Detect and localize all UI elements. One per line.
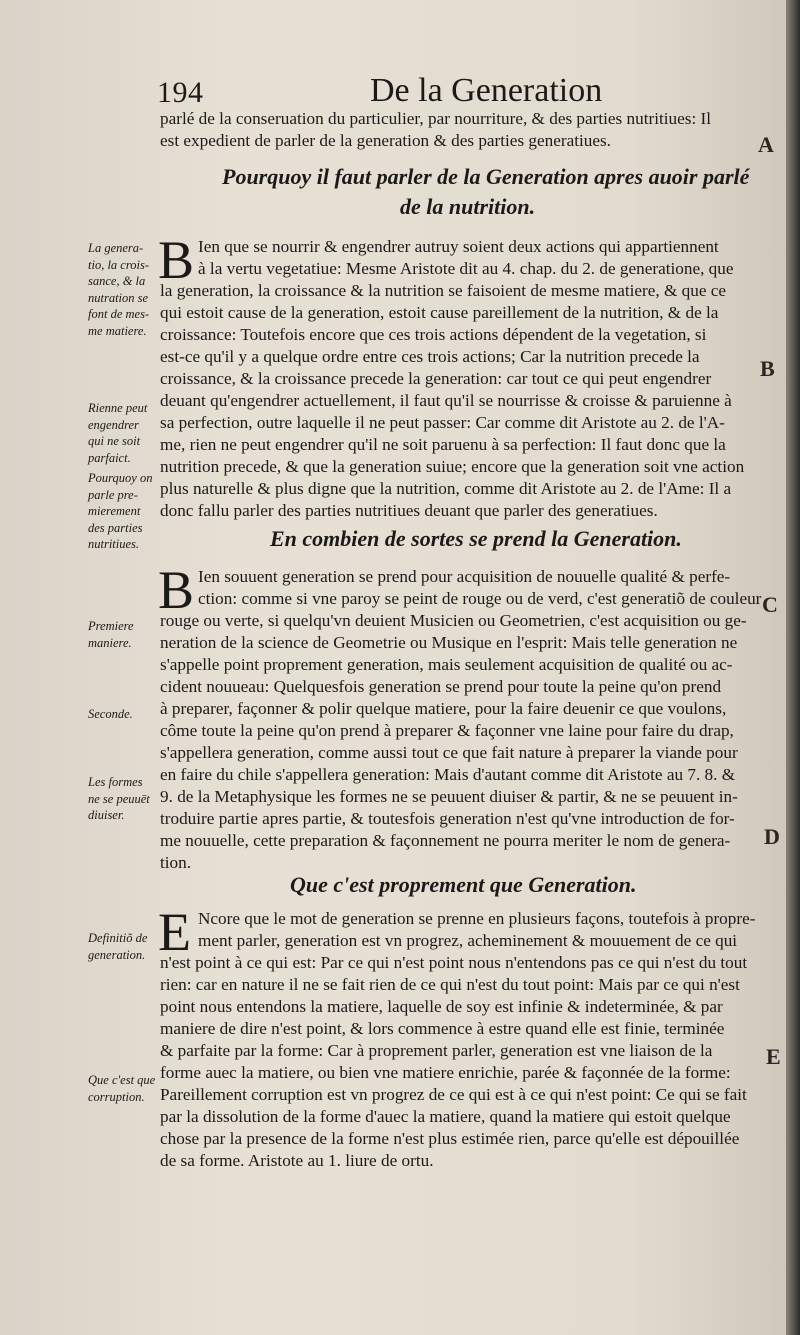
margin-note: Rienne peut engendrer qui ne soit parfaict. bbox=[88, 401, 148, 465]
text-line: est expedient de parler de la generation & des parties generatiues. bbox=[160, 131, 611, 150]
margin-note: Pourquoy on parle pre- mierement des parties nutritiues. bbox=[88, 471, 153, 551]
paragraph-first-lines bbox=[198, 236, 734, 280]
margin-note: Que c'est que corruption. bbox=[88, 1073, 156, 1104]
drop-cap: B bbox=[158, 230, 195, 290]
section-heading: En combien de sortes se prend la Generation. bbox=[270, 526, 682, 551]
margin-note: Seconde. bbox=[88, 707, 133, 721]
margin-note: Premiere maniere. bbox=[88, 619, 134, 650]
signature-letter: C bbox=[762, 592, 778, 617]
text-line: Ien que se nourrir & engendrer autruy soient deux actions qui appartiennent bbox=[198, 237, 719, 256]
text-line: ction: comme si vne paroy se peint de rouge ou de verd, c'est generatiõ de couleur bbox=[198, 589, 762, 608]
drop-cap: B bbox=[158, 560, 195, 620]
paragraph: rouge ou verte, si quelqu'vn deuient Musicien ou Geometrien, c'est acquisition ou ge- neration de la science de Geometrie ou Musique en l'esprit: Mais telle generation ne s'appelle point proprement generation, mais seulement acquisition de qualité ou ac- cident nouueau: Quelquesfois generation se prend pour toute la peine qu'on prend à preparer, façonner & polir quelque matiere, pour la faire deuenir ce que voulons, côme toute la peine qu'on prend à preparer & façonner vne laine pour faire du drap, s'appellera generation, comme aussi tout ce que fait nature à preparer la viande pour en faire du chile s'appellera generation: Mais d'autant comme dit Aristote au 7. 8. & 9. de la Metaphysique les formes ne se peuuent diuiser & partir, & ne se peuuent in- troduire partie apres partie, & toutesfois generation n'est qu'vne introduction de for- me nouuelle, cette preparation & façonnement ne pourra meriter le nom de genera- tion. bbox=[160, 611, 747, 872]
drop-cap: E bbox=[158, 902, 191, 962]
paragraph: n'est point à ce qui est: Par ce qui n'est point nous n'entendons pas ce qui n'est du tout rien: car en nature il ne se fait rien de ce qui n'est du tout point: Mais par ce qui n'est point nous entendons la matiere, laquelle de soy est infinie & indeterminée, & par maniere de dire n'est point, & lors commence à estre quand elle est finie, terminée & parfaite par la forme: Car à proprement parler, generation est vne liaison de la forme auec la matiere, ou bien vne matiere enrichie, parée & façonnée de la forme: Pareillement corruption est vn progrez de ce qui est à ce qui n'est point: Ce qui se fait par la dissolution de la forme d'auec la matiere, quand la matiere qui estoit quelque chose par la presence de la forme n'est plus estimée rien, parce qu'elle est dépouillée de sa forme. Aristote au 1. liure de ortu. bbox=[160, 953, 748, 1170]
paragraph-first-lines bbox=[198, 566, 761, 610]
signature-letter: B bbox=[760, 356, 775, 381]
signature-letter: A bbox=[758, 132, 774, 157]
section-heading: Que c'est proprement que Generation. bbox=[290, 872, 637, 897]
page-number: 194 bbox=[157, 76, 204, 109]
text-line: ment parler, generation est vn progrez, acheminement & mouuement de ce qui bbox=[198, 931, 738, 950]
intro-paragraph bbox=[160, 108, 711, 152]
text-line: à la vertu vegetatiue: Mesme Aristote dit au 4. chap. du 2. de generatione, que bbox=[198, 259, 734, 278]
paragraph-first-lines bbox=[198, 908, 755, 952]
section-heading: de la nutrition. bbox=[400, 194, 536, 219]
margin-note: Definitiõ de generation. bbox=[88, 931, 148, 962]
signature-letter: E bbox=[766, 1044, 781, 1069]
paragraph: la generation, la croissance & la nutrition se faisoient de mesme matiere, & que ce qui estoit cause de la generation, estoit cause pareillement de la nutrition, & de la croissance: Toutefois encore que ces trois actions dépendent de la vegetation, si est-ce qu'il y a quelque ordre entre ces trois actions; Car la nutrition precede la croissance, & la croissance precede la generation: car tout ce qui peut engendrer deuant qu'engendrer actuellement, il faut qu'il se nourrisse & croisse & paruienne à sa perfection, outre laquelle il ne peut passer: Car comme dit Aristote au 2. de l'A- me, rien ne peut engendrer qu'il ne soit paruenu à sa perfection: Il faut donc que la nutrition precede, & que la generation suiue; encore que la generation soit vne action plus naturelle & plus digne que la nutrition, comme dit Aristote au 2. de l'Ame: Il a donc fallu parler des parties nutritiues deuant que parler des generatiues. bbox=[160, 281, 745, 520]
book-binding-edge bbox=[786, 0, 800, 1335]
margin-note: La genera- tio, la crois- sance, & la nutration se font de mes- me matiere. bbox=[88, 241, 150, 338]
text-line: Ien souuent generation se prend pour acquisition de nouuelle qualité & perfe- bbox=[198, 567, 731, 586]
margin-note: Les formes ne se peuuēt diuiser. bbox=[88, 775, 150, 822]
section-heading: Pourquoy il faut parler de la Generation apres auoir parlé bbox=[222, 164, 750, 189]
text-line: parlé de la conseruation du particulier, par nourriture, & des parties nutritiues: Il bbox=[160, 109, 712, 128]
text-line: Ncore que le mot de generation se prenne en plusieurs façons, toutefois à propre- bbox=[198, 909, 756, 928]
running-head: De la Generation bbox=[370, 72, 603, 109]
signature-letter: D bbox=[764, 824, 780, 849]
